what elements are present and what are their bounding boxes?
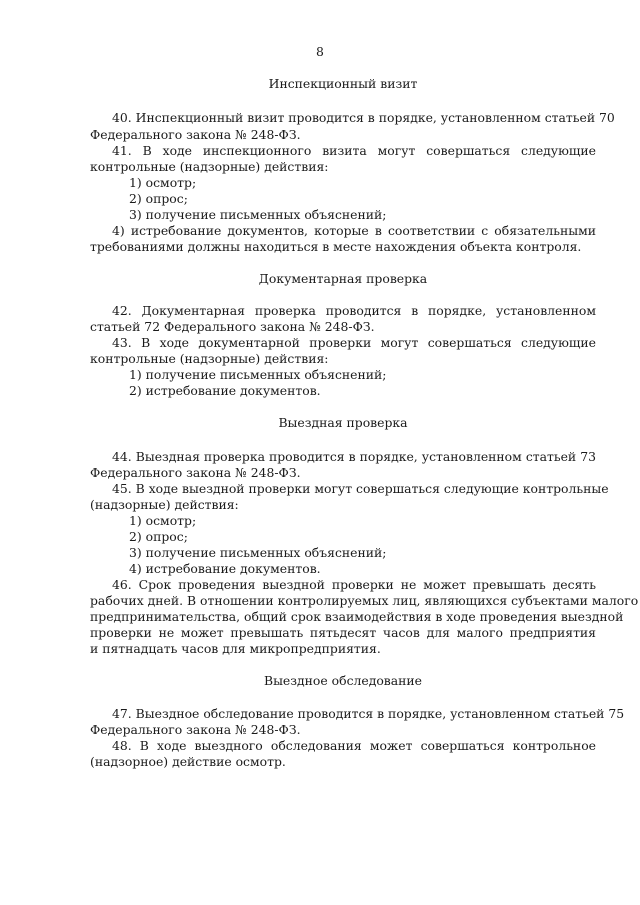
list-item: 3) получение письменных объяснений; xyxy=(129,207,387,222)
section-heading-documentary-check: Документарная проверка xyxy=(258,271,428,286)
paragraph-45-line-1: 45. В ходе выездной проверки могут совершаться следующие контрольные xyxy=(112,481,609,496)
paragraph-46-line-2: рабочих дней. В отношении контролируемых лиц, являющихся субъектами малого xyxy=(90,593,639,608)
paragraph-43-line-1: 43. В ходе документарной проверки могут совершаться следующие xyxy=(112,335,596,350)
section-heading-onsite-inspection: Выездное обследование xyxy=(263,673,423,688)
page-number: 8 xyxy=(316,44,324,59)
list-item: 2) опрос; xyxy=(129,529,188,544)
paragraph-41-line-1: 41. В ходе инспекционного визита могут совершаться следующие xyxy=(112,143,596,158)
list-item: 4) истребование документов. xyxy=(129,561,321,576)
paragraph-44-line-1: 44. Выездная проверка проводится в порядке, установленном статьей 73 xyxy=(112,449,596,464)
paragraph-46-line-4: проверки не может превышать пятьдесят часов для малого предприятия xyxy=(90,625,596,640)
paragraph-46-line-1: 46. Срок проведения выездной проверки не может превышать десять xyxy=(112,577,596,592)
list-item: 1) осмотр; xyxy=(129,175,197,190)
paragraph-41-line-2: контрольные (надзорные) действия: xyxy=(90,159,329,174)
list-item: 3) получение письменных объяснений; xyxy=(129,545,387,560)
paragraph-42-line-1: 42. Документарная проверка проводится в порядке, установленном xyxy=(112,303,596,318)
paragraph-43-line-2: контрольные (надзорные) действия: xyxy=(90,351,329,366)
paragraph-46-line-5: и пятнадцать часов для микропредприятия. xyxy=(90,641,381,656)
section-heading-onsite-check: Выездная проверка xyxy=(278,415,408,430)
paragraph-48-line-1: 48. В ходе выездного обследования может совершаться контрольное xyxy=(112,738,596,753)
paragraph-42-line-2: статьей 72 Федерального закона № 248-ФЗ. xyxy=(90,319,375,334)
list-item: 2) истребование документов. xyxy=(129,383,321,398)
list-item: 1) осмотр; xyxy=(129,513,197,528)
paragraph-40-line-2: Федерального закона № 248-ФЗ. xyxy=(90,127,301,142)
paragraph-48-line-2: (надзорное) действие осмотр. xyxy=(90,754,286,769)
section-heading-inspection-visit: Инспекционный визит xyxy=(268,76,418,91)
list-item-4-line-2: требованиями должны находиться в месте нахождения объекта контроля. xyxy=(90,239,582,254)
list-item-4-line-1: 4) истребование документов, которые в соответствии с обязательными xyxy=(112,223,596,238)
paragraph-47-line-1: 47. Выездное обследование проводится в порядке, установленном статьей 75 xyxy=(112,706,625,721)
list-item: 2) опрос; xyxy=(129,191,188,206)
paragraph-44-line-2: Федерального закона № 248-ФЗ. xyxy=(90,465,301,480)
paragraph-40-line-1: 40. Инспекционный визит проводится в порядке, установленном статьей 70 xyxy=(112,110,615,125)
paragraph-47-line-2: Федерального закона № 248-ФЗ. xyxy=(90,722,301,737)
paragraph-46-line-3: предпринимательства, общий срок взаимодействия в ходе проведения выездной xyxy=(90,609,624,624)
paragraph-45-line-2: (надзорные) действия: xyxy=(90,497,239,512)
list-item: 1) получение письменных объяснений; xyxy=(129,367,387,382)
